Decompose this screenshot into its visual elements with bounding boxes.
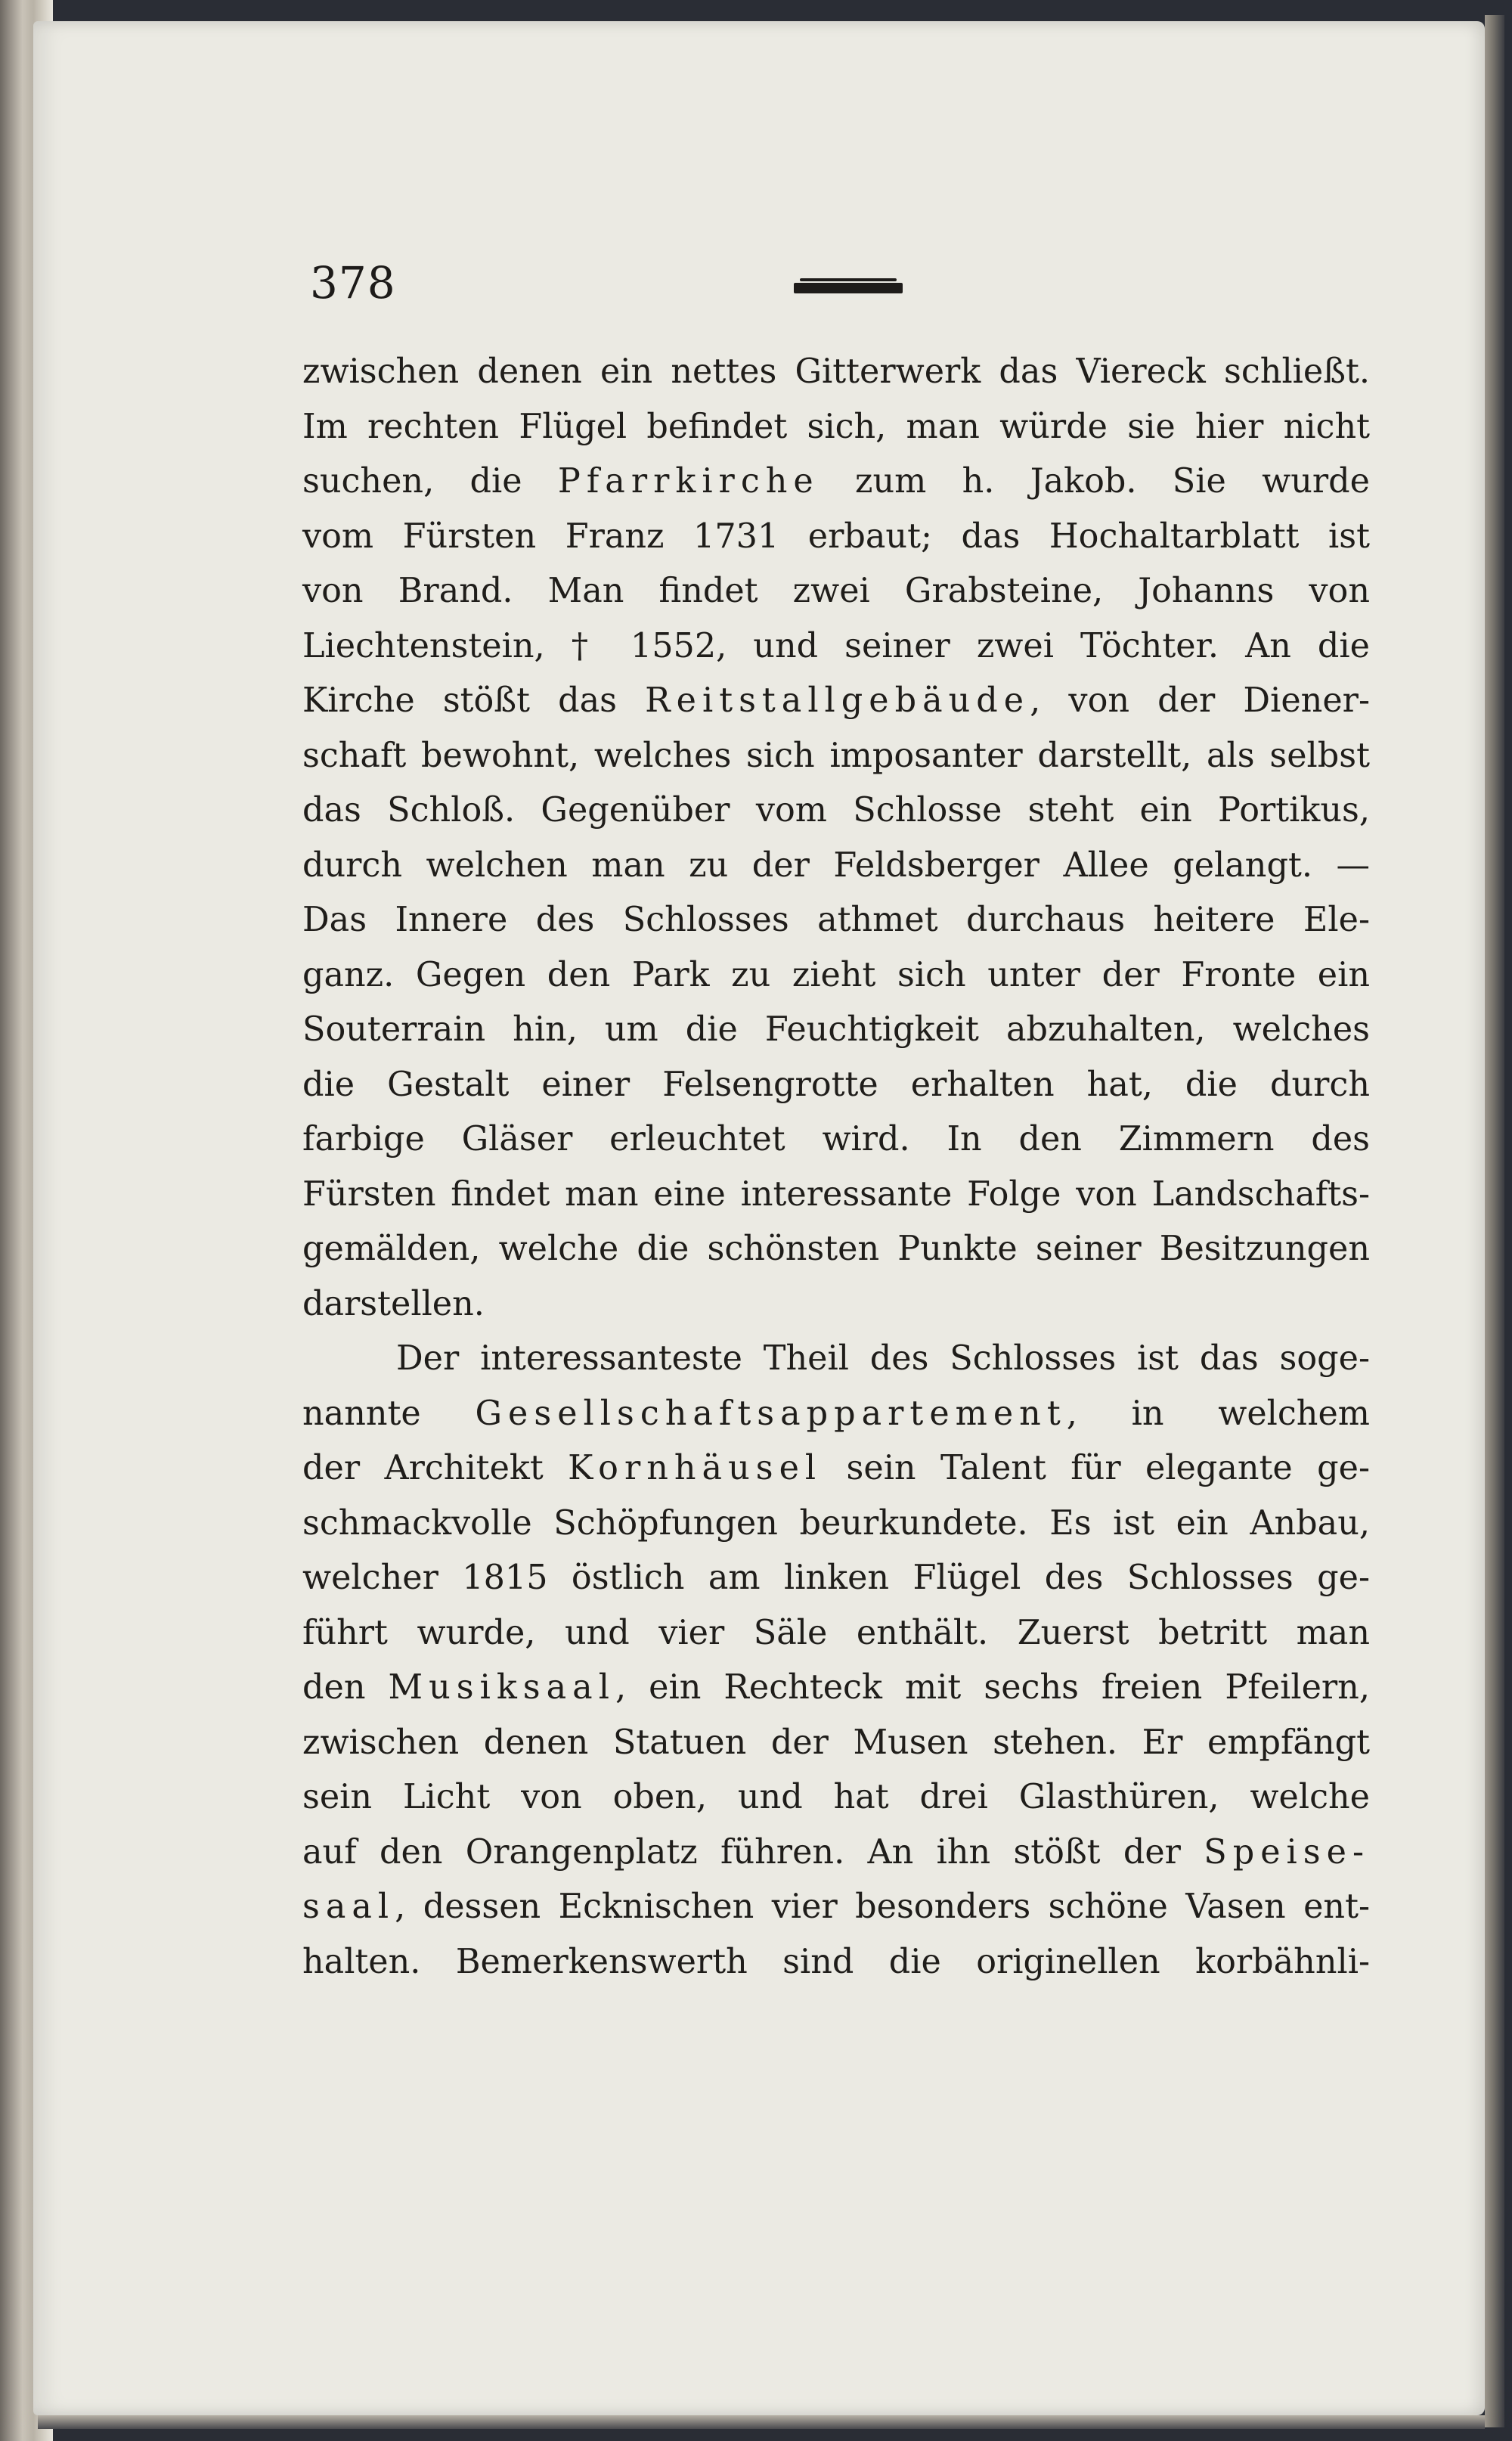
text-line <box>302 1825 1370 1881</box>
text-line <box>302 1716 1370 1771</box>
text-segment: zum h. Jakob. Sie wurde <box>819 462 1370 501</box>
text-segment: schmackvolle Schöpfungen beurkundete. Es ist ein Anbau, <box>302 1503 1370 1543</box>
text-segment: sein Licht von oben, und hat drei Glasthüren, welche <box>302 1778 1370 1816</box>
text-line <box>302 1387 1370 1442</box>
text-line <box>302 619 1370 675</box>
text-line <box>302 1441 1370 1497</box>
text-line <box>302 1168 1370 1223</box>
text-segment: zwischen denen Statuen der Musen stehen. Er empfängt <box>302 1723 1370 1762</box>
text-segment: der Architekt <box>302 1449 569 1487</box>
text-segment: Das Innere des Schlosses athmet durchaus heitere Ele- <box>302 901 1370 939</box>
text-segment: ganz. Gegen den Park zu zieht sich unter der Fronte ein <box>302 955 1370 994</box>
text-segment: den <box>302 1668 389 1707</box>
text-line <box>302 1058 1370 1113</box>
text-segment: suchen, die <box>302 462 558 501</box>
text-line <box>302 1497 1370 1552</box>
text-segment: , ein Rechteck mit sechs freien Pfeilern, <box>615 1668 1370 1707</box>
text-segment: , in welchem <box>1066 1394 1371 1433</box>
text-line <box>302 1551 1370 1606</box>
text-segment: auf den Orangenplatz führen. An ihn stößt der <box>302 1832 1204 1872</box>
page-header <box>310 257 1368 318</box>
text-line <box>302 1770 1370 1825</box>
text-line <box>302 510 1370 565</box>
text-segment: Im rechten Flügel befindet sich, man würde sie hier nicht <box>302 407 1370 446</box>
text-segment: schaft bewohnt, welches sich imposanter darstellt, als selbst <box>302 736 1370 775</box>
text-segment: farbige Gläser erleuchtet wird. In den Zimmern des <box>302 1120 1370 1158</box>
text-segment: Souterrain hin, um die Feuchtigkeit abzuhalten, welches <box>302 1010 1370 1049</box>
text-segment: gemälden, welche die schönsten Punkte seiner Besitzungen <box>302 1230 1370 1268</box>
text-line <box>302 1661 1370 1716</box>
paragraph <box>302 345 1370 1332</box>
text-line <box>302 345 1370 400</box>
paragraph <box>302 1332 1370 1990</box>
spaced-emphasis: Musiksaal <box>388 1668 615 1707</box>
spaced-emphasis: saal <box>302 1887 395 1926</box>
text-segment: , von der Diener- <box>1030 681 1370 720</box>
text-segment: vom Fürsten Franz 1731 erbaut; das Hochaltarblatt ist <box>302 516 1370 556</box>
text-segment: nannte <box>302 1394 476 1433</box>
page-edge-right <box>1485 15 1504 2427</box>
header-rule <box>794 283 903 293</box>
spaced-emphasis: Pfarrkirche <box>557 462 820 501</box>
page-number: 378 <box>310 257 396 309</box>
text-line <box>302 1277 1370 1332</box>
spaced-emphasis: Reitstallgebäude <box>645 681 1030 720</box>
text-segment: durch welchen man zu der Feldsberger Allee gelangt. — <box>302 845 1370 885</box>
text-line <box>302 1112 1370 1168</box>
text-line <box>302 400 1370 455</box>
spaced-emphasis: Speise- <box>1204 1832 1370 1872</box>
text-line <box>302 893 1370 948</box>
text-segment: die Gestalt einer Felsengrotte erhalten hat, die durch <box>302 1065 1370 1104</box>
text-line <box>302 1003 1370 1058</box>
text-line <box>302 783 1370 839</box>
text-segment: , dessen Ecknischen vier besonders schöne Vasen ent- <box>395 1887 1370 1926</box>
text-segment: Fürsten findet man eine interessante Folge von Landschafts- <box>302 1174 1370 1214</box>
text-line <box>302 1606 1370 1661</box>
text-segment: halten. Bemerkenswerth sind die originellen korbähnli- <box>302 1942 1370 1981</box>
text-segment: Liechtenstein, † 1552, und seiner zwei Töchter. An die <box>302 626 1370 665</box>
page-edge-bottom <box>38 2415 1485 2429</box>
text-segment: Der interessanteste Theil des Schlosses ist das soge- <box>396 1339 1370 1378</box>
text-line <box>302 1935 1370 1990</box>
text-line <box>302 1332 1370 1387</box>
text-segment: darstellen. <box>302 1284 485 1323</box>
text-line <box>302 674 1370 729</box>
text-segment: von Brand. Man findet zwei Grabsteine, Johanns von <box>302 572 1370 610</box>
text-line <box>302 948 1370 1003</box>
text-segment: zwischen denen ein nettes Gitterwerk das Viereck schließt. <box>302 352 1370 391</box>
text-line <box>302 729 1370 784</box>
text-segment: Kirche stößt das <box>302 681 646 720</box>
spaced-emphasis: Gesellschaftsappartement <box>475 1394 1067 1433</box>
text-line <box>302 564 1370 619</box>
text-segment: welcher 1815 östlich am linken Flügel des Schlosses ge- <box>302 1559 1370 1597</box>
text-line <box>302 839 1370 894</box>
body-text <box>302 345 1370 1990</box>
text-segment: das Schloß. Gegenüber vom Schlosse steht ein Portikus, <box>302 791 1370 830</box>
text-segment: führt wurde, und vier Säle enthält. Zuerst betritt man <box>302 1613 1370 1652</box>
spaced-emphasis: Kornhäusel <box>568 1449 823 1487</box>
text-segment: sein Talent für elegante ge- <box>822 1449 1370 1487</box>
text-line <box>302 1880 1370 1935</box>
text-line <box>302 454 1370 510</box>
text-line <box>302 1222 1370 1277</box>
